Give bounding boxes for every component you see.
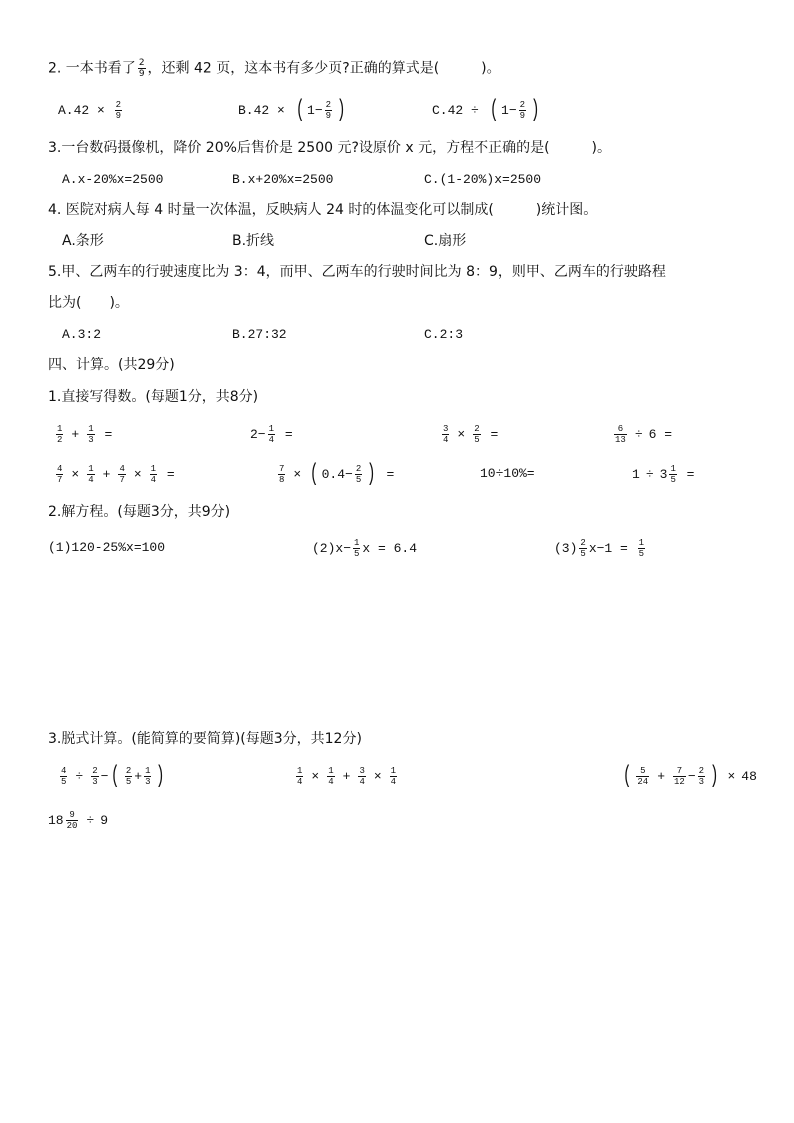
question-2-option-b: B.42 × ( 1− $\frac{2}{9}$ ) bbox=[238, 96, 346, 124]
fraction: $\frac{2}{5}$ bbox=[355, 464, 362, 485]
question-2-option-c: C.42 ÷ ( 1− $\frac{2}{9}$ ) bbox=[432, 96, 540, 124]
step-calc-3: ( $\frac{5}{24}$ + $\frac{7}{12}$ − $\frac{2}{3}$ ) × 48 bbox=[622, 762, 757, 790]
step-calc-4: 18 $\frac{9}{20}$ ÷ 9 bbox=[48, 810, 109, 831]
section-4-title: 四、计算。(共29分) bbox=[48, 357, 175, 373]
question-4: 4. 医院对病人每 4 时量一次体温，反映病人 24 时的体温变化可以制成( )统计图。 bbox=[48, 202, 598, 218]
fraction: $\frac{7}{8}$ bbox=[279, 464, 285, 485]
question-3-option-c: C.(1-20%)x=2500 bbox=[424, 172, 542, 187]
fraction: $\frac{1}{2}$ bbox=[57, 424, 63, 445]
fraction: $\frac{1}{4}$ bbox=[268, 424, 275, 445]
equation-1: (1)120-25%x=100 bbox=[48, 540, 166, 555]
question-5-option-c: C.2:3 bbox=[424, 327, 464, 342]
equation-2: (2)x− $\frac{1}{5}$ x = 6.4 bbox=[312, 538, 418, 559]
direct-calc-5: $\frac{4}{7}$ × $\frac{1}{4}$ + $\frac{4}{7}$ × $\frac{1}{4}$ = bbox=[57, 464, 175, 485]
fraction: $\frac{1}{3}$ bbox=[88, 424, 94, 445]
fraction: $\frac{1}{4}$ bbox=[150, 464, 157, 485]
fraction: $\frac{5}{24}$ bbox=[637, 766, 649, 787]
direct-calc-2: 2− $\frac{1}{4}$ = bbox=[250, 424, 293, 445]
direct-calc-3: $\frac{3}{4}$ × $\frac{2}{5}$ = bbox=[443, 424, 499, 445]
fraction: $\frac{7}{12}$ bbox=[674, 766, 685, 787]
question-3: 3.一台数码摄像机，降价 20%后售价是 2500 元?设原价 x 元，方程不正确的是( )。 bbox=[48, 140, 611, 156]
fraction: $\frac{2}{9}$ bbox=[519, 100, 526, 121]
question-5-line-2: 比为( )。 bbox=[48, 295, 129, 311]
section-4-subtitle-2: 2.解方程。(每题3分，共9分) bbox=[48, 504, 231, 520]
direct-calc-7: 10÷10%= bbox=[480, 466, 535, 481]
fraction: $\frac{3}{4}$ bbox=[443, 424, 449, 445]
fraction: $\frac{4}{7}$ bbox=[57, 464, 63, 485]
direct-calc-4: $\frac{6}{13}$ ÷ 6 = bbox=[615, 424, 673, 445]
fraction: $\frac{1}{4}$ bbox=[390, 766, 397, 787]
question-5-line-1: 5.甲、乙两车的行驶速度比为 3：4，而甲、乙两车的行驶时间比为 8：9，则甲、乙两车的行驶路程 bbox=[48, 264, 666, 280]
fraction: $\frac{2}{3}$ bbox=[92, 766, 98, 787]
fraction: $\frac{2}{3}$ bbox=[698, 766, 705, 787]
question-4-option-a: A.条形 bbox=[62, 233, 104, 249]
fraction: $\frac{1}{3}$ bbox=[145, 766, 151, 787]
direct-calc-8: 1 ÷ 3 $\frac{1}{5}$ = bbox=[632, 464, 695, 485]
direct-calc-6: $\frac{7}{8}$ × ( 0.4− $\frac{2}{5}$ ) = bbox=[279, 460, 395, 488]
equation-3: (3) $\frac{2}{5}$ x−1 = $\frac{1}{5}$ bbox=[554, 538, 645, 559]
fraction: $\frac{6}{13}$ bbox=[615, 424, 626, 445]
fraction: $\frac{2}{5}$ bbox=[580, 538, 586, 559]
question-5-option-b: B.27:32 bbox=[232, 327, 287, 342]
fraction: $\frac{1}{4}$ bbox=[328, 766, 334, 787]
fraction: $\frac{4}{7}$ bbox=[119, 464, 125, 485]
question-4-option-b: B.折线 bbox=[232, 233, 275, 249]
fraction: $\frac{2}{9}$ bbox=[138, 58, 145, 79]
question-2-option-a: A.42 × $\frac{2}{9}$ bbox=[58, 100, 122, 121]
fraction: $\frac{1}{4}$ bbox=[88, 464, 94, 485]
fraction: $\frac{4}{5}$ bbox=[61, 766, 67, 787]
fraction: $\frac{2}{9}$ bbox=[325, 100, 332, 121]
fraction: $\frac{2}{9}$ bbox=[115, 100, 122, 121]
question-2-suffix: ，还剩 42 页，这本书有多少页?正确的算式是( )。 bbox=[147, 60, 501, 77]
fraction: $\frac{1}{5}$ bbox=[354, 538, 360, 559]
section-4-subtitle-1: 1.直接写得数。(每题1分，共8分) bbox=[48, 389, 259, 405]
fraction: $\frac{2}{5}$ bbox=[474, 424, 480, 445]
fraction: $\frac{1}{5}$ bbox=[670, 464, 676, 485]
fraction: $\frac{3}{4}$ bbox=[359, 766, 365, 787]
fraction: $\frac{1}{5}$ bbox=[638, 538, 645, 559]
step-calc-1: $\frac{4}{5}$ ÷ $\frac{2}{3}$ − ( $\frac{2}{5}$ + $\frac{1}{3}$ ) bbox=[61, 762, 165, 790]
fraction: $\frac{1}{4}$ bbox=[297, 766, 303, 787]
question-2-prefix: 2. 一本书看了 bbox=[48, 60, 136, 77]
question-3-option-a: A.x-20%x=2500 bbox=[62, 172, 164, 187]
question-3-option-b: B.x+20%x=2500 bbox=[232, 172, 334, 187]
question-2 bbox=[48, 58, 501, 79]
section-4-subtitle-3: 3.脱式计算。(能简算的要简算)(每题3分，共12分) bbox=[48, 731, 362, 747]
fraction: $\frac{9}{20}$ bbox=[66, 810, 78, 831]
step-calc-2: $\frac{1}{4}$ × $\frac{1}{4}$ + $\frac{3}{4}$ × $\frac{1}{4}$ bbox=[297, 766, 397, 787]
direct-calc-1: $\frac{1}{2}$ + $\frac{1}{3}$ = bbox=[57, 424, 113, 445]
question-4-option-c: C.扇形 bbox=[424, 233, 467, 249]
question-5-option-a: A.3:2 bbox=[62, 327, 102, 342]
fraction: $\frac{2}{5}$ bbox=[125, 766, 132, 787]
